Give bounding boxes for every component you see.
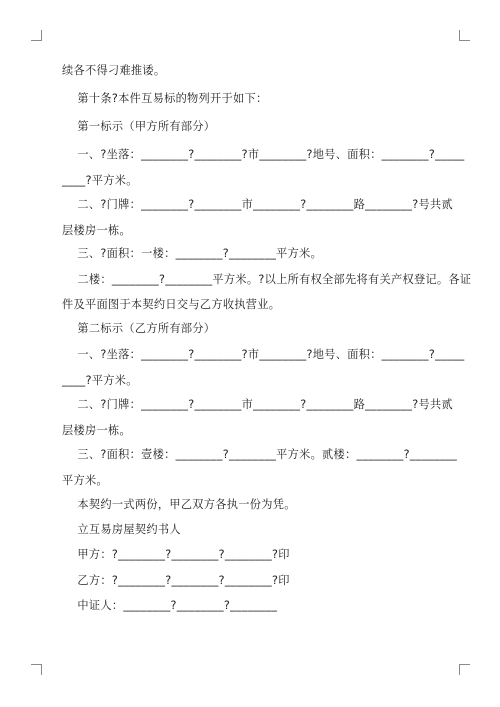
text-line: 第十条?本件互易标的物列开于如下：	[62, 92, 268, 105]
text-line: 乙方：?________?________?________?印	[62, 574, 290, 587]
text-line: 二楼：________?________平方米。?以上所有权全部先将有关产权登记。各证	[62, 273, 472, 286]
text-line: 本契约一式两份，甲乙双方各执一份为凭。	[62, 498, 296, 511]
text-line: 一、?坐落：________?________?市________?地号、面积：________?_____	[62, 148, 465, 161]
text-line: 续各不得刁难推诿。	[62, 64, 166, 77]
text-line: 二、?门牌：________?________市________?________路________?号共贰	[62, 198, 454, 211]
corner-mark-bottom-left	[31, 664, 42, 675]
text-line: ____?平方米。	[62, 174, 138, 187]
corner-mark-top-left	[31, 30, 42, 41]
text-line: 三、?面积：一楼：________?________平方米。	[62, 247, 323, 260]
text-line: 层楼房一栋。	[62, 224, 131, 237]
text-line: 层楼房一栋。	[62, 424, 131, 437]
text-line: 件及平面图于本契约日交与乙方收执营业。	[62, 298, 281, 311]
corner-mark-bottom-right	[459, 664, 470, 675]
text-line: 二、?门牌：________?________市________?________路________?号共贰	[62, 398, 454, 411]
text-line: 中证人：________?________?________	[62, 599, 278, 612]
text-line: 三、?面积：壹楼：________?________平方米。贰楼：________?________	[62, 448, 458, 461]
text-line: 平方米。	[62, 474, 108, 487]
text-line: 甲方：?________?________?________?印	[62, 548, 290, 561]
corner-mark-top-right	[459, 30, 470, 41]
text-line: 第二标示（乙方所有部分）	[62, 322, 216, 335]
text-line: 第一标示（甲方所有部分）	[62, 120, 216, 133]
text-line: ____?平方米。	[62, 374, 138, 387]
text-line: 立互易房屋契约书人	[62, 523, 181, 536]
text-line: 一、?坐落：________?________?市________?地号、面积：________?_____	[62, 348, 465, 361]
